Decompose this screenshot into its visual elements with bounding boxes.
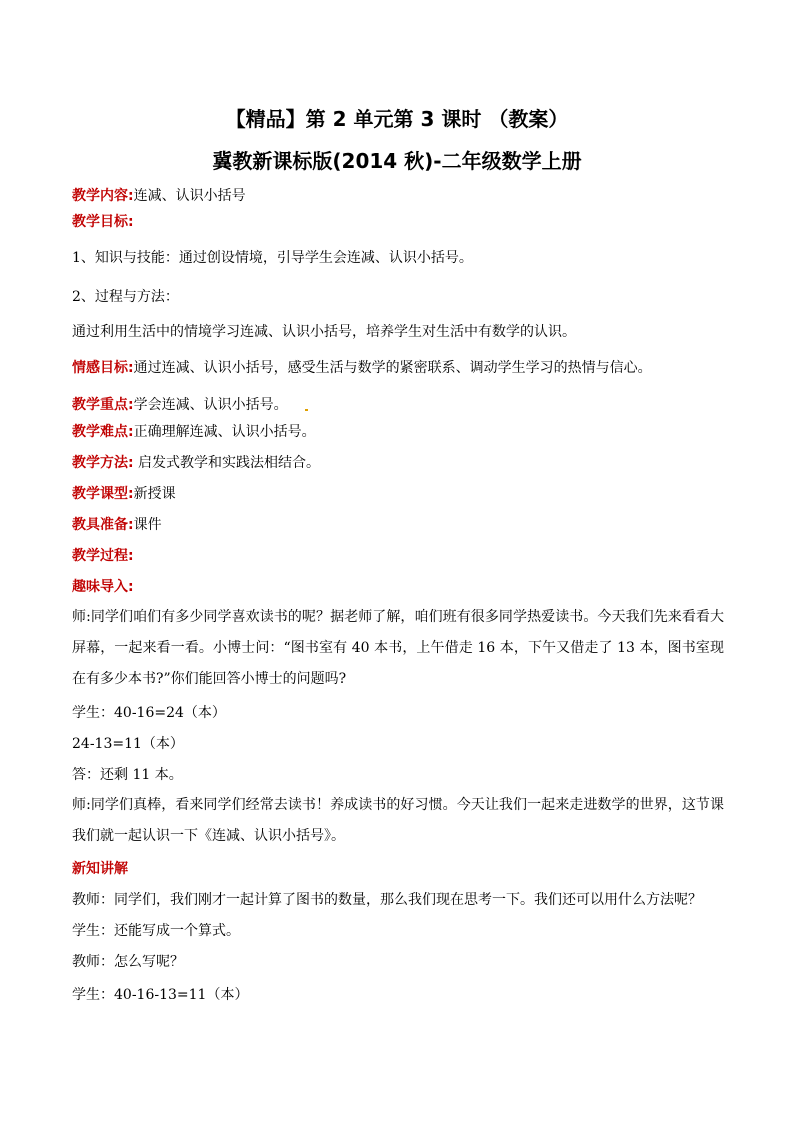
teach-content-line bbox=[72, 186, 732, 206]
student-answer-1: 学生：40-16=24（本） bbox=[72, 705, 226, 721]
process-line bbox=[72, 546, 732, 566]
emotion-line bbox=[72, 358, 732, 378]
key-value: 学会连减、认识小括号。 bbox=[133, 397, 288, 413]
answer-line: 答：还剩 11 本。 bbox=[72, 767, 183, 783]
emotion-value: 通过连减、认识小括号，感受生活与数学的紧密联系、调动学生学习的热情与信心。 bbox=[133, 360, 652, 376]
goal-2-text: 通过利用生活中的情境学习连减、认识小括号，培养学生对生活中有数学的认识。 bbox=[72, 324, 576, 340]
tools-value: 课件 bbox=[133, 517, 162, 533]
difficulty-line bbox=[72, 422, 732, 442]
stray-mark bbox=[305, 409, 308, 411]
key-line bbox=[72, 395, 732, 415]
goal-2-title: 2、过程与方法： bbox=[72, 289, 179, 305]
method-value: 启发式教学和实践法相结合。 bbox=[133, 455, 321, 471]
type-label: 教学课型: bbox=[72, 486, 134, 502]
goals-line bbox=[72, 212, 732, 232]
process-label: 教学过程: bbox=[72, 548, 134, 564]
new-knowledge-line bbox=[72, 859, 732, 879]
key-label: 教学重点: bbox=[72, 397, 134, 413]
goals-label: 教学目标: bbox=[72, 214, 134, 230]
goal-1: 1、知识与技能：通过创设情境，引导学生会连减、认识小括号。 bbox=[72, 250, 473, 266]
tools-line bbox=[72, 515, 732, 535]
method-line bbox=[72, 453, 732, 473]
type-line bbox=[72, 484, 732, 504]
difficulty-label: 教学难点: bbox=[72, 424, 134, 440]
student-line-3: 学生：40-16-13=11（本） bbox=[72, 987, 249, 1003]
student-line-2: 学生：还能写成一个算式。 bbox=[72, 923, 240, 939]
difficulty-value: 正确理解连减、认识小括号。 bbox=[133, 424, 316, 440]
method-label: 教学方法: bbox=[72, 455, 134, 471]
teacher-line-3: 教师：怎么写呢？ bbox=[72, 954, 184, 970]
doc-title: 【精品】第 2 单元第 3 课时 （教案） bbox=[225, 107, 569, 131]
tools-label: 教具准备: bbox=[72, 517, 134, 533]
intro-label: 趣味导入: bbox=[72, 579, 134, 595]
teacher-paragraph: 师:同学们真棒，看来同学们经常去读书！养成读书的好习惯。今天让我们一起来走进数学的世界，这节课我们就一起认识一下《连减、认识小括号》。 bbox=[72, 797, 724, 844]
teach-content-value: 连减、认识小括号 bbox=[133, 188, 246, 204]
teacher-line-2: 教师：同学们，我们刚才一起计算了图书的数量，那么我们现在思考一下。我们还可以用什么方法呢？ bbox=[72, 892, 702, 908]
new-knowledge-label: 新知讲解 bbox=[72, 861, 128, 877]
intro-line bbox=[72, 577, 732, 597]
intro-paragraph: 师:同学们咱们有多少同学喜欢读书的呢？据老师了解，咱们班有很多同学热爱读书。今天我们先来看看大屏幕，一起来看一看。小博士问：“图书室有 40 本书，上午借走 16 本，下午又借走了 13 本，图书室现在有多少本书?”你们能回答小博士的问题吗? bbox=[72, 609, 724, 687]
teach-content-label: 教学内容: bbox=[72, 188, 134, 204]
calc-line-2: 24-13=11（本） bbox=[72, 736, 184, 752]
type-value: 新授课 bbox=[133, 486, 176, 502]
doc-subtitle: 冀教新课标版(2014 秋)-二年级数学上册 bbox=[212, 149, 582, 173]
emotion-label: 情感目标: bbox=[72, 360, 134, 376]
